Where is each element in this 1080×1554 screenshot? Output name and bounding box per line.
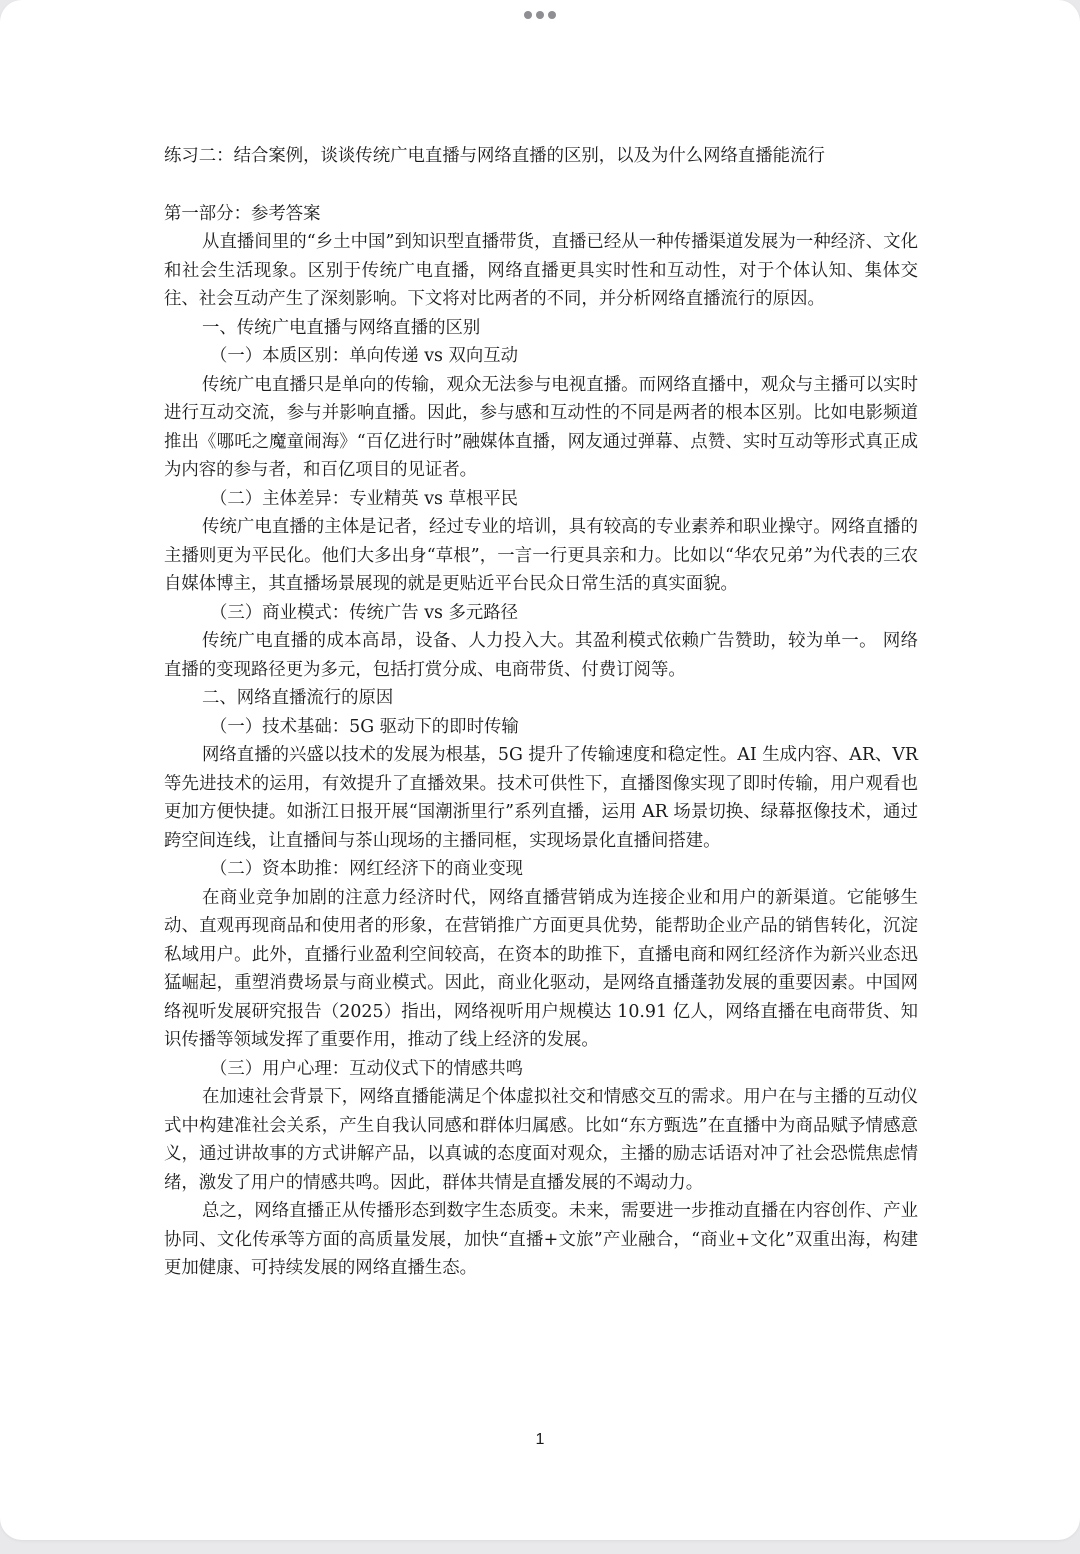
dot (524, 11, 532, 19)
intro-paragraph: 从直播间里的“乡土中国”到知识型直播带货，直播已经从一种传播渠道发展为一种经济、文化和社会生活现象。区别于传统广电直播，网络直播更具实时性和互动性，对于个体认知、集体交往、社会互动产生了深刻影响。下文将对比两者的不同，并分析网络直播流行的原因。 (164, 232, 918, 309)
subsection-paragraph: 在加速社会背景下，网络直播能满足个体虚拟社交和情感交互的需求。用户在与主播的互动仪式中构建准社会关系，产生自我认同感和群体归属感。比如“东方甄选”在直播中为商品赋予情感意义，通过讲故事的方式讲解产品，以真诚的态度面对观众，主播的励志话语对冲了社会恐慌焦虑情绪，激发了用户的情感共鸣。因此，群体共情是直播发展的不竭动力。 (164, 1087, 918, 1193)
section-heading: 二、网络直播流行的原因 (202, 688, 394, 708)
conclusion-paragraph: 总之，网络直播正从传播形态到数字生态质变。未来，需要进一步推动直播在内容创作、产业协同、文化传承等方面的高质量发展，加快“直播+文旅”产业融合，“商业+文化”双重出海，构建更加健康、可持续发展的网络直播生态。 (164, 1201, 918, 1278)
subsection-paragraph: 网络直播的兴盛以技术的发展为根基，5G 提升了传输速度和稳定性。AI 生成内容、AR、VR 等先进技术的运用，有效提升了直播效果。技术可供性下，直播图像实现了即时传输，用户观看也更加方便快捷。如浙江日报开展“国潮浙里行”系列直播，运用 AR 场景切换、绿幕抠像技术，通过跨空间连线，让直播间与茶山现场的主播同框，实现场景化直播间搭建。 (164, 745, 918, 851)
part-heading: 第一部分：参考答案 (164, 203, 321, 224)
subsection-paragraph: 传统广电直播的成本高昂，设备、人力投入大。其盈利模式依赖广告赞助，较为单一。 网络直播的变现路径更为多元，包括打赏分成、电商带货、付费订阅等。 (164, 631, 918, 680)
subsection-paragraph: 传统广电直播只是单向的传输，观众无法参与电视直播。而网络直播中，观众与主播可以实时进行互动交流，参与并影响直播。因此，参与感和互动性的不同是两者的根本区别。比如电影频道推出《哪吒之魔童闹海》“百亿进行时”融媒体直播，网友通过弹幕、点赞、实时互动等形式真正成为内容的参与者，和百亿项目的见证者。 (164, 374, 918, 480)
document-title: 练习二：结合案例，谈谈传统广电直播与网络直播的区别，以及为什么网络直播能流行 (164, 146, 825, 166)
subsection-heading: （二）资本助推：网红经济下的商业变现 (210, 859, 524, 879)
page-number: 1 (535, 1431, 545, 1448)
dot (536, 11, 544, 19)
subsection-paragraph: 传统广电直播的主体是记者，经过专业的培训，具有较高的专业素养和职业操守。网络直播的主播则更为平民化。他们大多出身“草根”，一言一行更具亲和力。比如以“华农兄弟”为代表的三农自媒体博主，其直播场景展现的就是更贴近平台民众日常生活的真实面貌。 (164, 517, 918, 594)
document-body (164, 142, 918, 1283)
subsection-heading: （二）主体差异：专业精英 vs 草根平民 (210, 488, 519, 509)
subsection-heading: （一）本质区别：单向传递 vs 双向互动 (210, 346, 519, 366)
subsection-heading: （三）商业模式：传统广告 vs 多元路径 (210, 602, 519, 623)
subsection-heading: （一）技术基础：5G 驱动下的即时传输 (210, 716, 519, 737)
dot (548, 11, 556, 19)
subsection-heading: （三）用户心理：互动仪式下的情感共鸣 (210, 1058, 524, 1079)
section-heading: 一、传统广电直播与网络直播的区别 (202, 317, 481, 338)
more-dots-icon[interactable] (524, 11, 556, 19)
subsection-paragraph: 在商业竞争加剧的注意力经济时代，网络直播营销成为连接企业和用户的新渠道。它能够生动、直观再现商品和使用者的形象，在营销推广方面更具优势，能帮助企业产品的销售转化，沉淀私域用户。此外，直播行业盈利空间较高，在资本的助推下，直播电商和网红经济作为新兴业态迅猛崛起，重塑消费场景与商业模式。因此，商业化驱动，是网络直播蓬勃发展的重要因素。中国网络视听发展研究报告（2025）指出，网络视听用户规模达 10.91 亿人，网络直播在电商带货、知识传播等领域发挥了重要作用，推动了线上经济的发展。 (164, 887, 918, 1050)
